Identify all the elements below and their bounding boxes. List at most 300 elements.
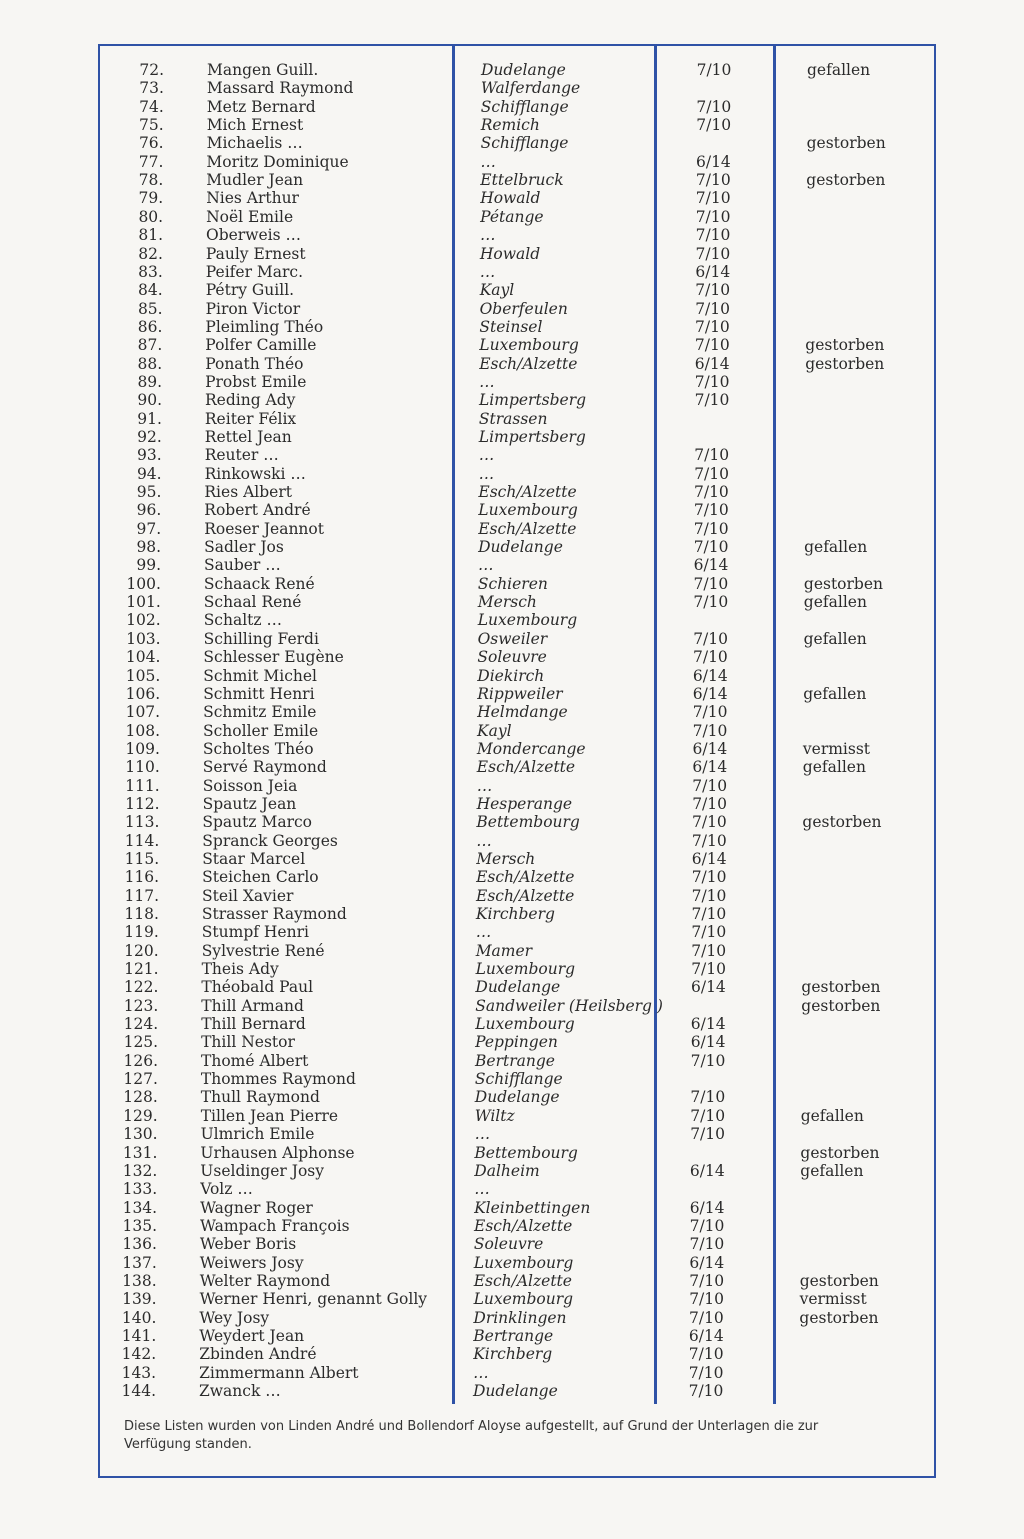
row-number: 126. xyxy=(123,1051,158,1070)
person-name: Rettel Jean xyxy=(204,427,292,446)
row-number: 81. xyxy=(138,226,163,245)
person-name: Weydert Jean xyxy=(199,1327,305,1345)
row-number: 113. xyxy=(124,813,160,832)
person-name: Robert André xyxy=(204,501,311,520)
date-code: 7/10 xyxy=(694,464,729,483)
table-row xyxy=(0,428,1024,446)
date-code: 7/10 xyxy=(688,1308,724,1327)
date-code: 7/10 xyxy=(692,721,728,740)
date-code: 7/10 xyxy=(693,501,729,520)
row-number: 115. xyxy=(124,849,160,868)
person-name: Moritz Dominique xyxy=(206,152,349,171)
date-code: 7/10 xyxy=(688,1345,724,1364)
table-row xyxy=(0,685,1024,703)
table-row xyxy=(0,1290,1024,1308)
date-code: 6/14 xyxy=(690,978,726,997)
hometown: Drinklingen xyxy=(473,1308,567,1327)
table-row xyxy=(0,171,1024,189)
person-name: Pleimling Théo xyxy=(205,317,324,336)
date-code: 6/14 xyxy=(692,758,728,777)
hometown: Kleinbettingen xyxy=(474,1198,591,1217)
date-code: 7/10 xyxy=(691,886,727,905)
table-row xyxy=(0,501,1024,519)
person-name: Wagner Roger xyxy=(200,1198,313,1217)
hometown: Esch/Alzette xyxy=(479,354,578,373)
hometown: Schifflange xyxy=(480,97,569,116)
person-name: Tillen Jean Pierre xyxy=(200,1106,339,1125)
row-number: 105. xyxy=(125,666,161,685)
table-row xyxy=(0,850,1024,868)
hometown: Dudelange xyxy=(478,538,563,556)
table-row xyxy=(0,245,1024,263)
person-name: Roeser Jeannot xyxy=(204,519,324,538)
person-name: Schaal René xyxy=(203,593,302,612)
table-row xyxy=(0,483,1024,501)
hometown: Dalheim xyxy=(474,1161,540,1180)
table-row xyxy=(0,79,1024,97)
date-code: 7/10 xyxy=(696,61,732,79)
person-name: Werner Henri, genannt Golly xyxy=(199,1290,428,1309)
hometown: Mersch xyxy=(477,593,537,612)
table-row xyxy=(0,281,1024,299)
table-row xyxy=(0,538,1024,556)
row-number: 95. xyxy=(136,483,162,501)
row-number: 99. xyxy=(136,556,161,575)
row-number: 130. xyxy=(123,1125,158,1144)
table-row xyxy=(0,1217,1024,1235)
hometown: Diekirch xyxy=(477,666,545,685)
hometown: Luxembourg xyxy=(478,501,578,520)
person-name: Piron Victor xyxy=(205,299,301,318)
date-code: 7/10 xyxy=(689,1235,725,1254)
person-name: Sadler Jos xyxy=(204,538,284,556)
date-code: 7/10 xyxy=(695,281,731,300)
hometown: Kayl xyxy=(479,281,515,300)
hometown: Esch/Alzette xyxy=(473,1271,572,1290)
status-text: gestorben xyxy=(806,171,886,190)
person-name: Reding Ady xyxy=(205,391,296,410)
status-text: gestorben xyxy=(805,354,885,373)
hometown: Remich xyxy=(480,116,540,134)
person-name: Probst Emile xyxy=(205,372,307,391)
person-name: Massard Raymond xyxy=(206,79,354,98)
status-text: gestorben xyxy=(799,1308,879,1327)
person-name: Michaelis … xyxy=(206,134,303,153)
table-row xyxy=(0,1070,1024,1088)
hometown: Ettelbruck xyxy=(480,171,564,190)
hometown: Bertrange xyxy=(473,1327,554,1345)
person-name: Thommes Raymond xyxy=(200,1070,356,1089)
hometown: … xyxy=(476,776,493,795)
status-text: gestorben xyxy=(800,1143,880,1162)
status-text: gestorben xyxy=(801,978,881,997)
date-code: 7/10 xyxy=(694,336,730,355)
person-name: Pauly Ernest xyxy=(205,244,306,263)
person-name: Thill Bernard xyxy=(201,1015,306,1034)
row-number: 137. xyxy=(122,1253,157,1272)
hometown: Luxembourg xyxy=(479,336,579,355)
table-row xyxy=(0,1107,1024,1125)
hometown: Esch/Alzette xyxy=(474,1216,573,1235)
date-code: 7/10 xyxy=(696,97,732,116)
date-code: 6/14 xyxy=(689,1198,725,1217)
table-row xyxy=(0,134,1024,152)
table-row xyxy=(0,391,1024,409)
table-row xyxy=(0,758,1024,776)
table-row xyxy=(0,336,1024,354)
hometown: Luxembourg xyxy=(477,611,578,630)
row-number: 116. xyxy=(124,868,160,887)
date-code: 6/14 xyxy=(690,1015,726,1034)
date-code: 7/10 xyxy=(689,1271,725,1290)
table-row xyxy=(0,189,1024,207)
date-code: 6/14 xyxy=(692,684,728,703)
date-code: 7/10 xyxy=(694,372,730,391)
person-name: Theis Ady xyxy=(201,960,279,978)
person-name: Soisson Jeia xyxy=(202,776,298,795)
row-number: 90. xyxy=(137,391,162,410)
row-number: 86. xyxy=(137,317,163,336)
hometown: Esch/Alzette xyxy=(478,519,577,538)
date-code: 7/10 xyxy=(691,923,727,942)
row-number: 101. xyxy=(126,593,161,612)
table-row xyxy=(0,813,1024,831)
table-row xyxy=(0,1125,1024,1143)
date-code: 7/10 xyxy=(691,960,726,978)
table-row xyxy=(0,1015,1024,1033)
table-row xyxy=(0,923,1024,941)
status-text: gefallen xyxy=(803,629,867,648)
table-row xyxy=(0,593,1024,611)
date-code: 7/10 xyxy=(689,1290,724,1309)
table-row xyxy=(0,722,1024,740)
date-code: 7/10 xyxy=(694,317,730,336)
table-row xyxy=(0,1327,1024,1345)
table-row xyxy=(0,960,1024,978)
table-row xyxy=(0,116,1024,134)
hometown: … xyxy=(480,152,496,171)
person-name: Mich Ernest xyxy=(206,116,304,134)
row-number: 89. xyxy=(137,372,163,391)
row-number: 121. xyxy=(124,960,159,978)
person-name: Wampach François xyxy=(200,1216,350,1235)
row-number: 118. xyxy=(124,905,159,923)
date-code: 7/10 xyxy=(690,1088,726,1107)
table-row xyxy=(0,1180,1024,1198)
hometown: Dudelange xyxy=(481,61,566,79)
person-name: Schaack René xyxy=(203,574,315,593)
row-number: 83. xyxy=(138,262,163,281)
hometown: … xyxy=(478,464,495,483)
row-number: 132. xyxy=(122,1161,158,1180)
row-number: 114. xyxy=(124,831,160,850)
hometown: … xyxy=(480,226,496,245)
row-number: 98. xyxy=(136,538,162,556)
hometown: … xyxy=(474,1180,490,1199)
person-name: Spautz Jean xyxy=(202,794,297,813)
person-name: Oberweis … xyxy=(206,226,301,245)
person-name: Welter Raymond xyxy=(199,1271,331,1290)
hometown: Bettembourg xyxy=(474,1143,578,1162)
table-row xyxy=(0,648,1024,666)
person-name: Polfer Camille xyxy=(205,336,317,355)
date-code: 7/10 xyxy=(692,703,728,722)
hometown: … xyxy=(479,262,496,281)
person-name: Ulmrich Emile xyxy=(200,1125,315,1144)
hometown: Luxembourg xyxy=(473,1290,574,1309)
hometown: Dudelange xyxy=(475,978,561,997)
date-code: 7/10 xyxy=(691,868,727,887)
table-row xyxy=(0,740,1024,758)
row-number: 143. xyxy=(121,1363,157,1382)
date-code: 7/10 xyxy=(695,244,731,263)
date-code: 7/10 xyxy=(688,1363,724,1382)
hometown: … xyxy=(478,446,495,465)
row-number: 94. xyxy=(136,464,162,483)
hometown: Howald xyxy=(479,244,541,263)
row-number: 100. xyxy=(126,574,161,593)
hometown: Schifflange xyxy=(480,134,569,153)
date-code: 6/14 xyxy=(692,739,728,758)
row-number: 112. xyxy=(125,794,160,813)
footnote: Diese Listen wurden von Linden André und Bollendorf Aloyse aufgestellt, auf Grund der Unterlagen die zur Verfügung standen. xyxy=(124,1419,819,1452)
hometown: Peppingen xyxy=(475,1033,558,1052)
row-number: 108. xyxy=(125,721,160,740)
table-row xyxy=(0,667,1024,685)
table-row xyxy=(0,1162,1024,1180)
row-number: 78. xyxy=(138,171,164,190)
table-row xyxy=(0,153,1024,171)
table-row xyxy=(0,611,1024,629)
row-number: 76. xyxy=(138,134,164,153)
row-number: 97. xyxy=(136,519,162,538)
date-code: 7/10 xyxy=(693,538,729,556)
person-name: Zbinden André xyxy=(199,1345,317,1364)
table-row xyxy=(0,226,1024,244)
table-row xyxy=(0,446,1024,464)
table-row xyxy=(0,465,1024,483)
person-name: Zimmermann Albert xyxy=(199,1363,359,1382)
person-name: Thill Armand xyxy=(201,996,304,1015)
hometown: … xyxy=(474,1125,491,1144)
hometown: Bettembourg xyxy=(476,813,580,832)
row-number: 88. xyxy=(137,354,163,373)
hometown: … xyxy=(479,372,495,391)
hometown: … xyxy=(473,1363,489,1382)
row-number: 119. xyxy=(124,923,159,942)
hometown: Walferdange xyxy=(480,79,581,98)
hometown: Mamer xyxy=(475,941,533,960)
date-code: 7/10 xyxy=(691,905,727,923)
row-number: 103. xyxy=(126,629,161,648)
hometown: Luxembourg xyxy=(475,960,576,978)
date-code: 7/10 xyxy=(691,831,727,850)
person-name: Scholtes Théo xyxy=(202,739,314,758)
table-row xyxy=(0,1254,1024,1272)
date-code: 7/10 xyxy=(692,648,728,667)
hometown: Soleuvre xyxy=(473,1235,544,1254)
date-code: 7/10 xyxy=(695,207,731,226)
status-text: vermisst xyxy=(802,739,871,758)
person-name: Ries Albert xyxy=(204,483,292,501)
status-text: gefallen xyxy=(803,593,867,612)
person-name: Weiwers Josy xyxy=(199,1253,304,1272)
date-code: 6/14 xyxy=(692,666,728,685)
person-name: Mudler Jean xyxy=(206,171,304,190)
table-row xyxy=(0,997,1024,1015)
table-row xyxy=(0,905,1024,923)
person-name: Steil Xavier xyxy=(202,886,294,905)
person-name: Schmit Michel xyxy=(203,666,318,685)
table-row xyxy=(0,373,1024,391)
date-code: 6/14 xyxy=(693,556,729,575)
person-name: Reuter … xyxy=(204,446,279,465)
hometown: Rippweiler xyxy=(477,684,563,703)
row-number: 74. xyxy=(139,97,164,116)
status-text: gefallen xyxy=(800,1161,864,1180)
hometown: … xyxy=(475,923,492,942)
hometown: … xyxy=(476,831,492,850)
hometown: Limpertsberg xyxy=(478,427,586,446)
date-code: 7/10 xyxy=(689,1216,725,1235)
hometown: Esch/Alzette xyxy=(476,868,575,887)
row-number: 72. xyxy=(139,61,164,79)
person-name: Noël Emile xyxy=(206,207,294,226)
table-row xyxy=(0,942,1024,960)
hometown: Mersch xyxy=(476,849,536,868)
date-code: 7/10 xyxy=(696,116,732,134)
person-name: Useldinger Josy xyxy=(200,1161,324,1180)
row-number: 73. xyxy=(139,79,164,98)
table-row xyxy=(0,1199,1024,1217)
person-name: Pétry Guill. xyxy=(205,281,295,300)
row-number: 134. xyxy=(122,1198,158,1217)
table-row xyxy=(0,355,1024,373)
person-name: Metz Bernard xyxy=(206,97,316,116)
person-name: Mangen Guill. xyxy=(207,61,319,79)
status-text: vermisst xyxy=(799,1290,867,1309)
person-name: Rinkowski … xyxy=(204,464,306,483)
person-name: Thull Raymond xyxy=(200,1088,320,1107)
date-code: 7/10 xyxy=(693,629,728,648)
status-text: gefallen xyxy=(802,758,866,777)
date-code: 6/14 xyxy=(689,1253,725,1272)
row-number: 75. xyxy=(139,116,164,134)
hometown: Soleuvre xyxy=(477,648,547,667)
person-name: Zwanck … xyxy=(199,1382,281,1400)
row-number: 120. xyxy=(124,941,159,960)
hometown: Oberfeulen xyxy=(479,299,568,318)
table-row xyxy=(0,1033,1024,1051)
row-number: 124. xyxy=(123,1015,159,1034)
hometown: Schifflange xyxy=(474,1070,563,1089)
table-row xyxy=(0,1364,1024,1382)
hometown: Esch/Alzette xyxy=(476,886,575,905)
person-name: Weber Boris xyxy=(199,1235,297,1254)
person-name: Volz … xyxy=(200,1180,253,1199)
hometown: Mondercange xyxy=(476,739,586,758)
person-name: Staar Marcel xyxy=(202,849,306,868)
person-name: Thill Nestor xyxy=(201,1033,295,1052)
person-name: Nies Arthur xyxy=(206,189,299,208)
row-number: 128. xyxy=(123,1088,158,1107)
row-number: 96. xyxy=(136,501,162,520)
row-number: 125. xyxy=(123,1033,159,1052)
date-code: 7/10 xyxy=(690,1051,726,1070)
hometown: Schieren xyxy=(477,574,548,593)
hometown: Luxembourg xyxy=(475,1015,575,1034)
row-number: 144. xyxy=(121,1382,156,1400)
table-row xyxy=(0,1144,1024,1162)
person-name: Scholler Emile xyxy=(203,721,319,740)
person-name: Urhausen Alphonse xyxy=(200,1143,355,1162)
table-row xyxy=(0,1235,1024,1253)
row-number: 127. xyxy=(123,1070,158,1089)
date-code: 6/14 xyxy=(688,1327,724,1345)
status-text: gefallen xyxy=(804,538,868,556)
hometown: Hesperange xyxy=(476,794,573,813)
hometown: Kirchberg xyxy=(475,905,555,923)
date-code: 7/10 xyxy=(691,941,727,960)
row-number: 139. xyxy=(122,1290,157,1309)
table-row xyxy=(0,575,1024,593)
row-number: 141. xyxy=(121,1327,157,1345)
date-code: 6/14 xyxy=(695,152,731,171)
row-number: 131. xyxy=(122,1143,158,1162)
row-number: 140. xyxy=(121,1308,157,1327)
person-name: Schmitt Henri xyxy=(203,684,315,703)
row-number: 136. xyxy=(122,1235,157,1254)
row-number: 117. xyxy=(124,886,159,905)
status-text: gestorben xyxy=(801,996,881,1015)
date-code: 7/10 xyxy=(693,593,729,612)
person-name: Reiter Félix xyxy=(204,409,297,428)
hometown: Osweiler xyxy=(477,629,548,648)
row-number: 93. xyxy=(137,446,162,465)
hometown: Helmdange xyxy=(477,703,568,722)
hometown: … xyxy=(478,556,494,575)
row-number: 133. xyxy=(122,1180,158,1199)
table-row xyxy=(0,1309,1024,1327)
row-number: 142. xyxy=(121,1345,157,1364)
person-name: Ponath Théo xyxy=(205,354,304,373)
table-row xyxy=(0,208,1024,226)
row-number: 87. xyxy=(137,336,163,355)
date-code: 7/10 xyxy=(693,483,729,501)
hometown: Kirchberg xyxy=(473,1345,553,1364)
row-number: 102. xyxy=(126,611,161,630)
table-row xyxy=(0,318,1024,336)
table-row xyxy=(0,1382,1024,1400)
hometown: Sandweiler (Heilsberg ) xyxy=(475,996,663,1015)
date-code: 7/10 xyxy=(695,226,731,245)
status-text: gestorben xyxy=(805,336,885,355)
date-code: 7/10 xyxy=(695,171,731,190)
row-number: 84. xyxy=(138,281,163,300)
table-row xyxy=(0,630,1024,648)
person-name: Sylvestrie René xyxy=(201,941,325,960)
table-row xyxy=(0,887,1024,905)
date-code: 7/10 xyxy=(688,1382,724,1400)
status-text: gefallen xyxy=(800,1106,864,1125)
date-code: 7/10 xyxy=(693,574,729,593)
hometown: Steinsel xyxy=(479,317,543,336)
date-code: 6/14 xyxy=(689,1161,725,1180)
person-name: Strasser Raymond xyxy=(201,905,347,923)
date-code: 7/10 xyxy=(693,519,729,538)
date-code: 7/10 xyxy=(694,391,730,410)
status-text: gefallen xyxy=(803,684,867,703)
